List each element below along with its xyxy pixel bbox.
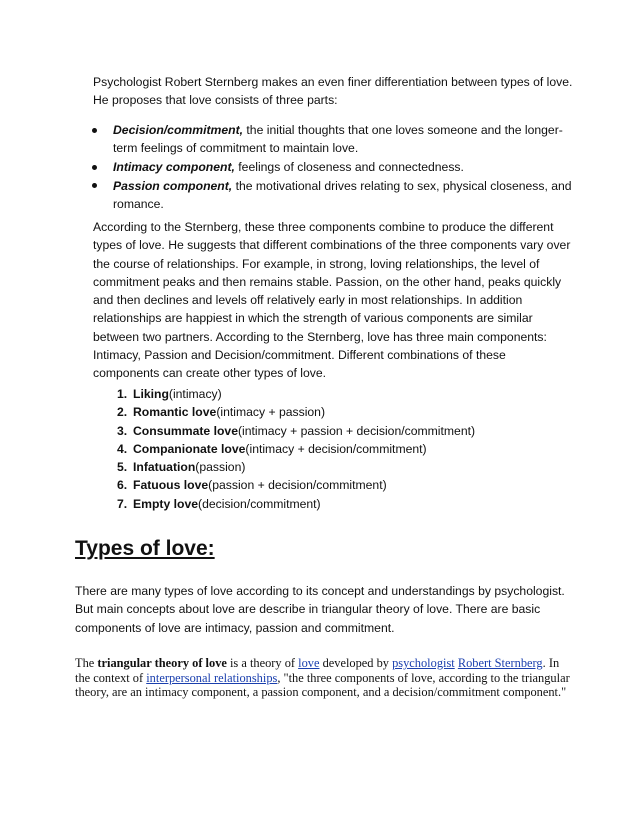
bullet-term: Passion component, <box>113 178 233 193</box>
list-item <box>117 458 517 476</box>
love-type-detail: (decision/commitment) <box>198 496 321 511</box>
list-item <box>93 158 573 176</box>
interpersonal-relationships-link[interactable]: interpersonal relationships <box>146 670 278 685</box>
bullet-text: the initial thoughts that one loves someone and the longer-term feelings of commitment to maintain love. <box>113 123 563 156</box>
item-number: 7. <box>117 496 128 511</box>
item-number: 5. <box>117 460 128 475</box>
list-item <box>117 385 517 403</box>
triangular-theory-quote <box>75 656 575 700</box>
love-type-term: Liking <box>133 387 169 401</box>
bullet-icon <box>92 128 97 133</box>
section-heading: Types of love: <box>75 537 215 560</box>
love-type-detail: (intimacy + decision/commitment) <box>245 441 427 456</box>
love-type-term: Fatuous love <box>133 478 209 493</box>
love-type-term: Companionate love <box>133 441 246 456</box>
list-item <box>117 440 517 458</box>
item-number: 4. <box>117 441 128 456</box>
list-item <box>117 422 517 440</box>
intro-line-2: He proposes that love consists of three parts: <box>93 93 338 108</box>
item-number: 1. <box>117 387 128 401</box>
psychologist-link[interactable]: psychologist <box>392 656 455 670</box>
quote-text: . In the context of <box>75 656 560 685</box>
love-type-term: Romantic love <box>133 405 217 420</box>
list-item <box>93 121 573 158</box>
sternberg-paragraph: According to the Sternberg, these three components combine to produce the different types of love. He suggests that different combinations of the three components vary over the course of relationships. For example, in strong, loving relationships, the level of commitment peaks and then remains stable. Passion, on the other hand, peaks quickly and then declines and levels off relatively early in most relationships. In addition relationships are happiest in which the strength of various components are similar between two partners. According to the Sternberg, love has three main components: Intimacy, Passion and Decision/commitment. Different combinations of these components can create other types of love. <box>93 220 571 381</box>
bullet-term: Intimacy component, <box>113 160 235 175</box>
list-item <box>117 403 517 421</box>
intro-paragraph <box>93 73 573 110</box>
love-link[interactable]: love <box>298 656 320 670</box>
love-type-term: Consummate love <box>133 423 238 438</box>
item-number: 6. <box>117 478 128 493</box>
love-type-detail: (passion + decision/commitment) <box>208 478 387 493</box>
bullet-text: feelings of closeness and connectedness. <box>234 160 464 175</box>
list-item <box>117 495 517 513</box>
quote-text: , "the three components of love, according to the triangular theory, are an intimacy component, a passion component, and a decision/commitment component." <box>75 670 570 700</box>
item-number: 3. <box>117 423 128 438</box>
bullet-term: Decision/commitment, <box>113 123 244 137</box>
quote-text: The <box>75 656 98 670</box>
quote-bold-term: triangular theory of love <box>97 656 227 670</box>
love-types-list <box>117 385 517 513</box>
robert-sternberg-link[interactable]: Robert Sternberg <box>457 656 543 670</box>
love-type-detail: (intimacy) <box>168 387 222 401</box>
list-item <box>117 476 517 494</box>
list-item <box>93 177 573 214</box>
love-type-detail: (intimacy + passion + decision/commitment) <box>237 423 476 438</box>
love-type-detail: (passion) <box>195 460 246 475</box>
intro-line-1: Psychologist Robert Sternberg makes an even finer differentiation between types of love. <box>93 75 573 89</box>
components-bullet-list <box>93 121 573 214</box>
bullet-icon <box>92 183 97 188</box>
love-type-detail: (intimacy + passion) <box>216 405 326 420</box>
quote-text: is a theory of <box>226 656 299 670</box>
types-of-love-paragraph: There are many types of love according to its concept and understandings by psychologist. But main concepts about love are describe in triangular theory of love. There are basic components of love are intimacy, passion and commitment. <box>75 584 565 635</box>
love-type-term: Empty love <box>133 496 199 511</box>
love-type-term: Infatuation <box>133 460 196 475</box>
item-number: 2. <box>117 405 128 420</box>
quote-text: developed by <box>319 656 393 670</box>
bullet-icon <box>92 165 97 170</box>
bullet-text: the motivational drives relating to sex, physical closeness, and romance. <box>113 178 572 212</box>
